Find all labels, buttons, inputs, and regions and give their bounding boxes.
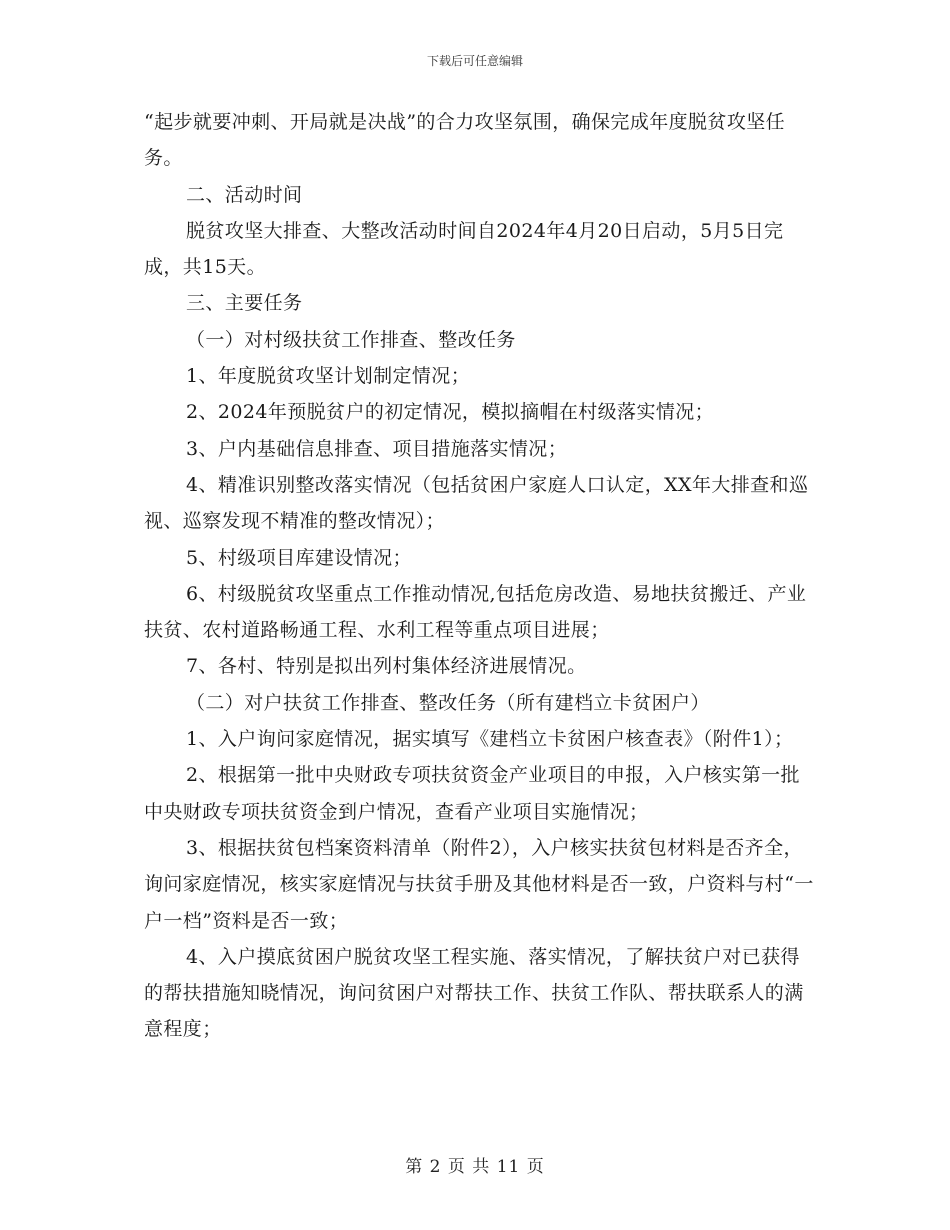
list-item-household-4: 4、入户摸底贫困户脱贫攻坚工程实施、落实情况，了解扶贫户对已获得的帮扶措施知晓情况，询问贫困户对帮扶工作、扶贫工作队、帮扶联系人的满意程度； (144, 945, 804, 1041)
paragraph-continuation: “起步就要冲刺、开局就是决战”的合力攻坚氛围，确保完成年度脱贫攻坚任务。 (144, 111, 786, 170)
list-item-village-5: 5、村级项目库建设情况； (186, 546, 412, 569)
list-item-household-2: 2、根据第一批中央财政专项扶贫资金产业项目的申报，入户核实第一批中央财政专项扶贫资金到户情况，查看产业项目实施情况； (144, 764, 800, 823)
section-heading-main-tasks: 三、主要任务 (186, 292, 303, 315)
list-item-village-6: 6、村级脱贫攻坚重点工作推动情况,包括危房改造、易地扶贫搬迁、产业扶贫、农村道路畅通工程、水利工程等重点项目进展； (144, 582, 807, 642)
list-item-village-7: 7、各村、特别是拟出列村集体经济进展情况。 (186, 655, 587, 678)
list-item-village-1: 1、年度脱贫攻坚计划制定情况； (186, 365, 471, 388)
document-body (144, 104, 814, 1048)
page-number-footer: 第 2 页 共 11 页 (405, 1157, 545, 1177)
subsection-heading-household-tasks: （二）对户扶贫工作排查、整改任务（所有建档立卡贫困户） (186, 691, 710, 714)
list-item-household-1: 1、入户询问家庭情况，据实填写《建档立卡贫困户核查表》（附件1）； (186, 728, 794, 751)
paragraph-activity-time: 脱贫攻坚大排查、大整改活动时间自2024年4月20日启动，5月5日完成，共15天。 (144, 219, 784, 279)
list-item-village-3: 3、户内基础信息排查、项目措施落实情况； (186, 437, 568, 460)
list-item-village-4: 4、精准识别整改落实情况（包括贫困户家庭人口认定，XX年大排查和巡视、巡察发现不精准的整改情况）； (144, 473, 809, 533)
list-item-household-3: 3、根据扶贫包档案资料清单（附件2），入户核实扶贫包材料是否齐全，询问家庭情况，核实家庭情况与扶贫手册及其他材料是否一致，户资料与村“一户一档”资料是否一致； (144, 836, 814, 932)
section-heading-activity-time: 二、活动时间 (186, 183, 303, 206)
list-item-village-2: 2、2024年预脱贫户的初定情况，模拟摘帽在村级落实情况； (186, 401, 715, 424)
subsection-heading-village-tasks: （一）对村级扶贫工作排查、整改任务 (186, 328, 516, 351)
page-header: 下载后可任意编辑 (426, 54, 523, 68)
